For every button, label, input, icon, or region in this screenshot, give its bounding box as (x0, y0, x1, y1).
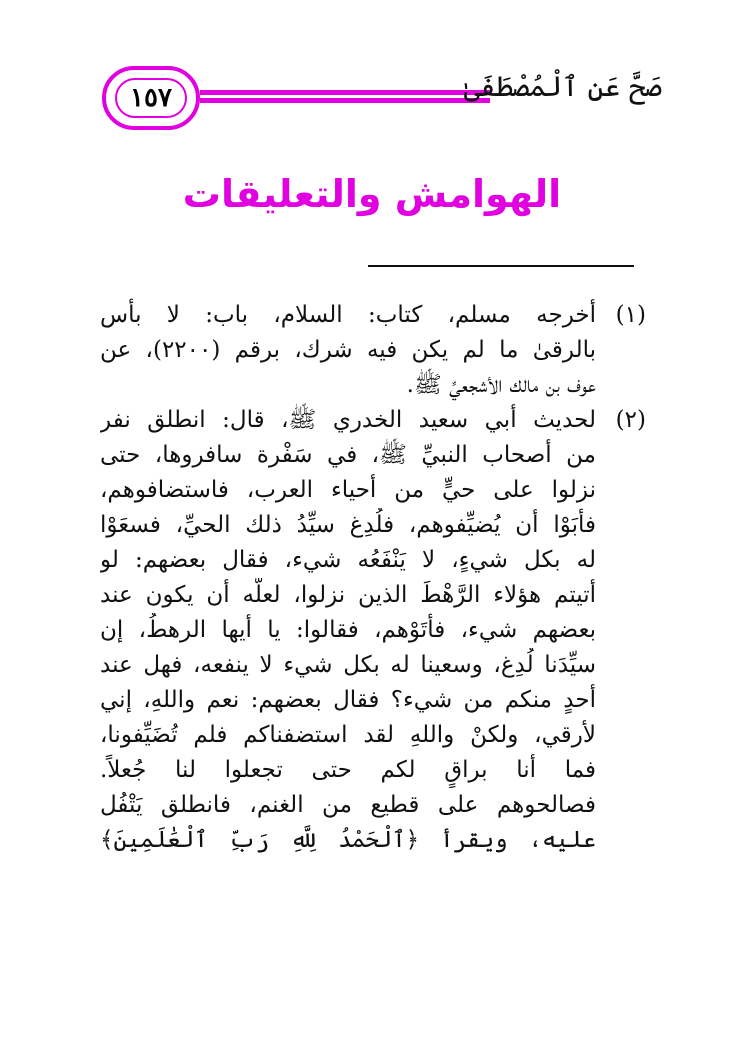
footnote-line: لحديث أبي سعيد الخدري ﷺ، قال: انطلق نفر (100, 407, 596, 433)
footnote-line: نزلوا على حيٍّ من أحياء العرب، فاستضافوهم، (100, 477, 596, 503)
footnote-line: لأرقي، ولكنْ واللهِ لقد استضفناكم فلم تُضَيِّفونا، (100, 722, 596, 748)
footnote-line: أحدٍ منكم من شيء؟ فقال بعضهم: نعم واللهِ، إني (100, 687, 596, 713)
footnote-body (100, 403, 596, 858)
footnote-line: سيِّدَنا لُدِغ، وسعينا له بكل شيء لا ينفعه، فهل عند (100, 652, 596, 678)
page-number: ١٥٧ (130, 83, 172, 113)
footnote-line: عليه، ويقرأ ﴿ٱلْحَمْدُ لِلَّهِ رَبِّ ٱلْعَٰلَمِينَ﴾ (100, 827, 596, 853)
footnote-2 (100, 403, 646, 858)
footnote-body (100, 298, 596, 403)
footnote-line: أخرجه مسلم، كتاب: السلام، باب: لا بأس (100, 302, 596, 328)
footnote-line: من أصحاب النبيِّ ﷺ، في سَفْرة سافروها، حتى (100, 442, 596, 468)
footnote-1 (100, 298, 646, 403)
page-number-inner-frame (115, 78, 187, 118)
page-header (102, 62, 662, 134)
footnote-line: بالرقىٰ ما لم يكن فيه شرك، برقم (٢٢٠٠)، عن (100, 337, 596, 363)
section-title: الهوامش والتعليقات (182, 172, 562, 216)
footnote-line: بعضهم شيء، فأتَوْهم، فقالوا: يا أيها الرهطُ، إن (100, 617, 596, 643)
footnote-line: له بكل شيءٍ، لا يَنْفَعُه شيء، فقال بعضهم: لو (100, 547, 596, 573)
footnote-line: عوف بن مالك الأشجعيِّ ﷺ. (406, 372, 596, 398)
footnote-number: (١) (615, 302, 646, 328)
footnote-line: أتيتم هؤلاء الرَّهْطَ الذين نزلوا، لعلَّه أن يكون عند (100, 582, 596, 608)
footnote-line: فصالحوهم على قطيع من الغنم، فانطلق يَتْفُل (100, 792, 596, 818)
page-number-frame (102, 66, 200, 130)
footnotes (100, 298, 646, 858)
footnote-separator (368, 265, 634, 267)
header-rule-bottom (200, 98, 490, 103)
footnote-line: فأبَوْا أن يُضيِّفوهم، فلُدِغ سيِّدُ ذلك الحيِّ، فسعَوْا (100, 512, 596, 538)
header-double-rule (200, 90, 490, 103)
book-title: صَحَّ عَنِ ٱلْمُصْطَفَىٰ (463, 70, 662, 103)
footnote-number: (٢) (615, 407, 646, 433)
header-rule-top (200, 90, 490, 95)
footnote-line: فما أنا براقٍ لكم حتى تجعلوا لنا جُعلاً. (100, 757, 596, 783)
